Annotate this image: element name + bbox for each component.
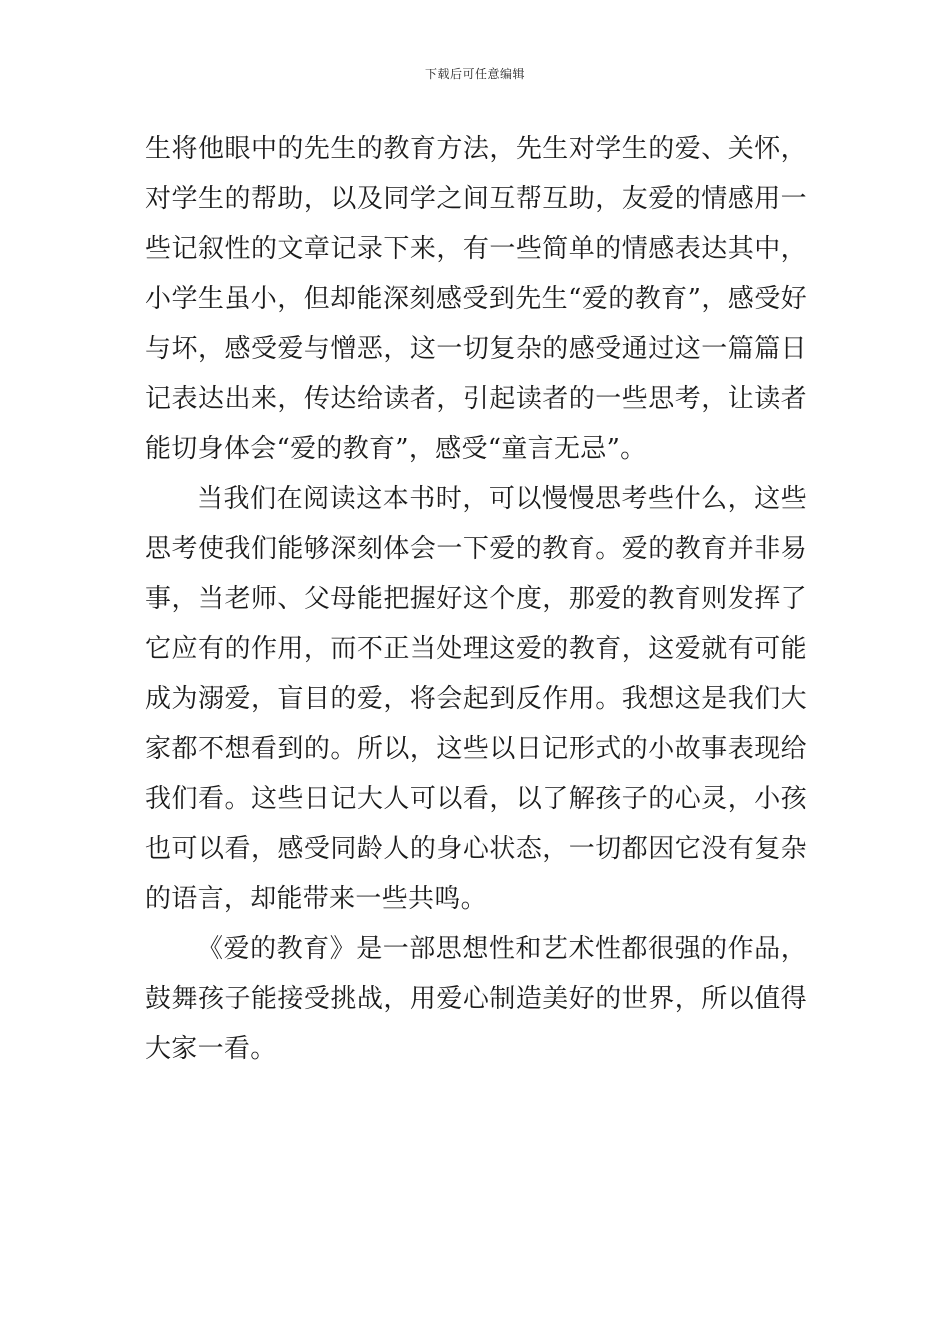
paragraph-conclusion: 《爱的教育》是一部思想性和艺术性都很强的作品，鼓舞孩子能接受挑战，用爱心制造美好的世界，所以值得大家一看。 bbox=[145, 934, 807, 1064]
paragraph-reading-reflection: 当我们在阅读这本书时，可以慢慢思考些什么，这些思考使我们能够深刻体会一下爱的教育。爱的教育并非易事，当老师、父母能把握好这个度，那爱的教育则发挥了它应有的作用，而不正当处理这爱的教育，这爱就有可能成为溺爱，盲目的爱，将会起到反作用。我想这是我们大家都不想看到的。所以，这些以日记形式的小故事表现给我们看。这些日记大人可以看，以了解孩子的心灵，小孩也可以看，感受同龄人的身心状态，一切都因它没有复杂的语言，却能带来一些共鸣。 bbox=[145, 484, 807, 914]
paragraph-continued: 生将他眼中的先生的教育方法，先生对学生的爱、关怀，对学生的帮助，以及同学之间互帮互助，友爱的情感用一些记叙性的文章记录下来，有一些简单的情感表达其中，小学生虽小，但却能深刻感受到先生“爱的教育”，感受好与坏，感受爱与憎恶，这一切复杂的感受通过这一篇篇日记表达出来，传达给读者，引起读者的一些思考，让读者能切身体会“爱的教育”，感受“童言无忌”。 bbox=[145, 134, 807, 464]
page-header-note: 下载后可任意编辑 bbox=[424, 67, 525, 81]
document-body bbox=[145, 124, 807, 1074]
